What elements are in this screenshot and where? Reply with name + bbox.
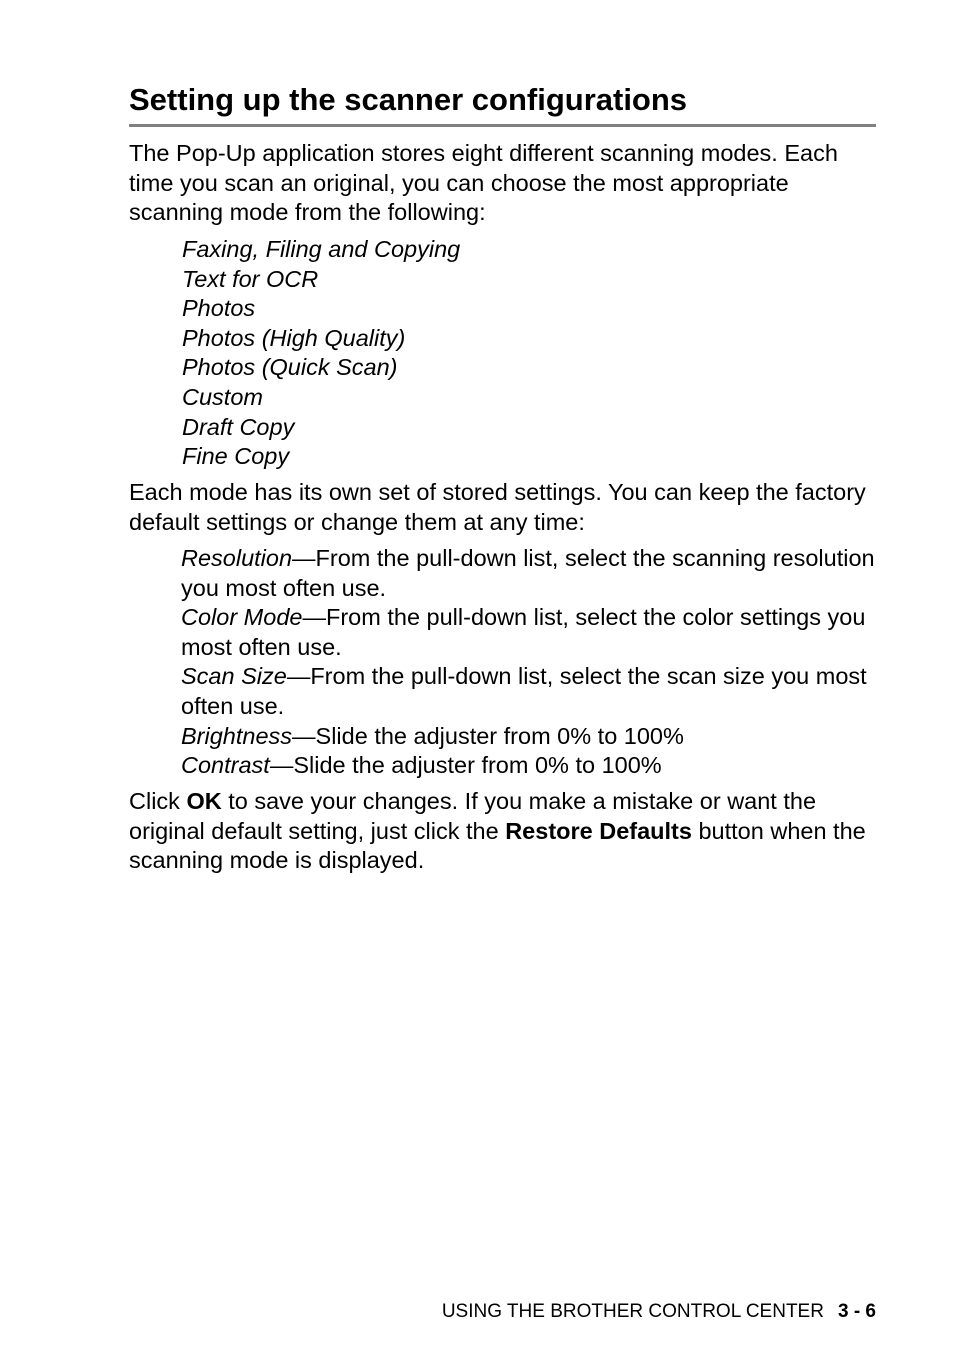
mode-item: Fine Copy — [182, 443, 290, 470]
mode-item: Draft Copy — [182, 413, 295, 440]
mode-item: Text for OCR — [182, 265, 319, 292]
mode-item: Photos — [182, 295, 256, 322]
ok-label: OK — [186, 788, 222, 814]
mode-item: Custom — [182, 383, 263, 410]
setting-term: Color Mode — [181, 604, 303, 631]
setting-description: —From the pull-down list, select the scanning resolution you most often use. — [181, 545, 875, 601]
setting-term: Scan Size — [181, 663, 287, 690]
page-number: 3 - 6 — [837, 1301, 876, 1322]
intro-paragraph: The Pop-Up application stores eight different scanning modes. Each time you scan an original, you can choose the most appropriate scanning mode from the following: — [129, 140, 838, 226]
setting-item — [181, 603, 881, 662]
setting-description: —From the pull-down list, select the color settings you most often use. — [181, 604, 866, 660]
settings-intro-paragraph: Each mode has its own set of stored settings. You can keep the factory default settings or change them at any time: — [129, 479, 866, 535]
heading-rule — [129, 124, 876, 127]
setting-description: —Slide the adjuster from 0% to 100% — [292, 722, 684, 749]
setting-description: —From the pull-down list, select the scan size you most often use. — [181, 663, 867, 719]
setting-item — [181, 722, 881, 752]
closing-text: button when the scanning mode is displayed. — [129, 817, 866, 874]
closing-paragraph — [129, 787, 879, 876]
setting-description: —Slide the adjuster from 0% to 100% — [269, 752, 662, 779]
page-footer — [442, 1300, 876, 1324]
restore-defaults-label: Restore Defaults — [505, 817, 692, 844]
setting-term: Contrast — [181, 752, 270, 779]
setting-term: Brightness — [181, 722, 293, 749]
settings-list — [181, 544, 881, 781]
scanning-modes-list — [182, 235, 460, 472]
mode-item: Photos (High Quality) — [182, 324, 406, 351]
closing-text: to save your changes. If you make a mistake or want the original default setting, just click the — [129, 788, 817, 844]
mode-item: Photos (Quick Scan) — [182, 354, 398, 381]
closing-text: Click — [129, 788, 187, 814]
footer-section-title: USING THE BROTHER CONTROL CENTER — [441, 1301, 824, 1322]
setting-item — [181, 751, 881, 781]
mode-item: Faxing, Filing and Copying — [182, 236, 461, 262]
section-heading: Setting up the scanner configurations — [129, 82, 688, 117]
setting-item — [181, 662, 881, 721]
setting-term: Resolution — [181, 545, 293, 571]
setting-item — [181, 544, 881, 603]
